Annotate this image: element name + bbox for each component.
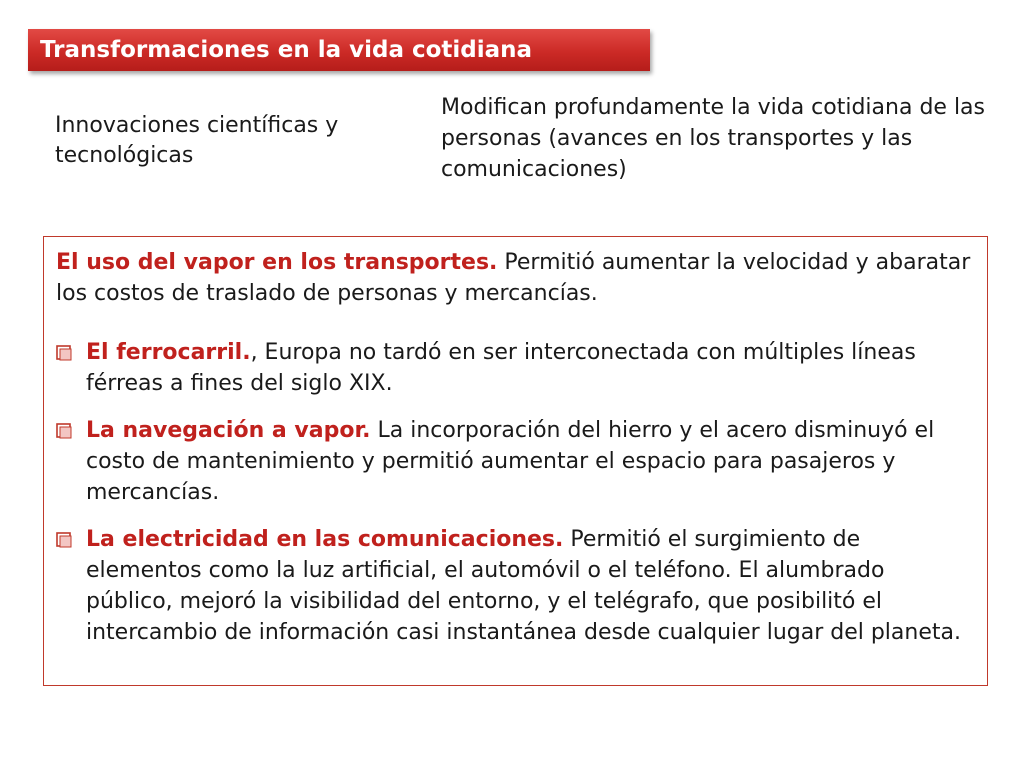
bullet-body: , Europa no tardó en ser interconectada con múltiples líneas férreas a fines del siglo XIX. <box>86 340 916 396</box>
intro-highlight: El uso del vapor en los transportes. <box>56 250 498 275</box>
bullet-highlight: La navegación a vapor. <box>86 418 371 443</box>
checkbox-bullet-icon <box>56 345 72 361</box>
bullet-text <box>86 337 975 399</box>
slide-title: Transformaciones en la vida cotidiana <box>28 29 650 71</box>
intro-text: Permitió aumentar la velocidad y abaratar los costos de traslado de personas y mercancías. <box>56 250 971 306</box>
bullet-body: La incorporación del hierro y el acero disminuyó el costo de mantenimiento y permitió aumentar el espacio para pasajeros y mercancías. <box>86 418 935 505</box>
checkbox-bullet-icon <box>56 532 72 548</box>
list-item <box>56 337 975 399</box>
content-box <box>43 236 988 686</box>
bullet-text <box>86 415 975 508</box>
bullet-highlight: El ferrocarril. <box>86 340 251 365</box>
list-item <box>56 524 975 648</box>
list-item <box>56 415 975 508</box>
intro-paragraph <box>56 247 975 309</box>
left-heading: Innovaciones científicas y tecnológicas <box>55 113 339 168</box>
right-description: Modifican profundamente la vida cotidiana de las personas (avances en los transportes y las comunicaciones) <box>441 95 985 182</box>
checkbox-bullet-icon <box>56 423 72 439</box>
bullet-highlight: La electricidad en las comunicaciones. <box>86 527 564 552</box>
bullet-body: Permitió el surgimiento de elementos como la luz artificial, el automóvil o el teléfono. El alumbrado público, mejoró la visibilidad del entorno, y el telégrafo, que posibilitó el intercambio de información casi instantánea desde cualquier lugar del planeta. <box>86 527 961 645</box>
bullet-text <box>86 524 975 648</box>
